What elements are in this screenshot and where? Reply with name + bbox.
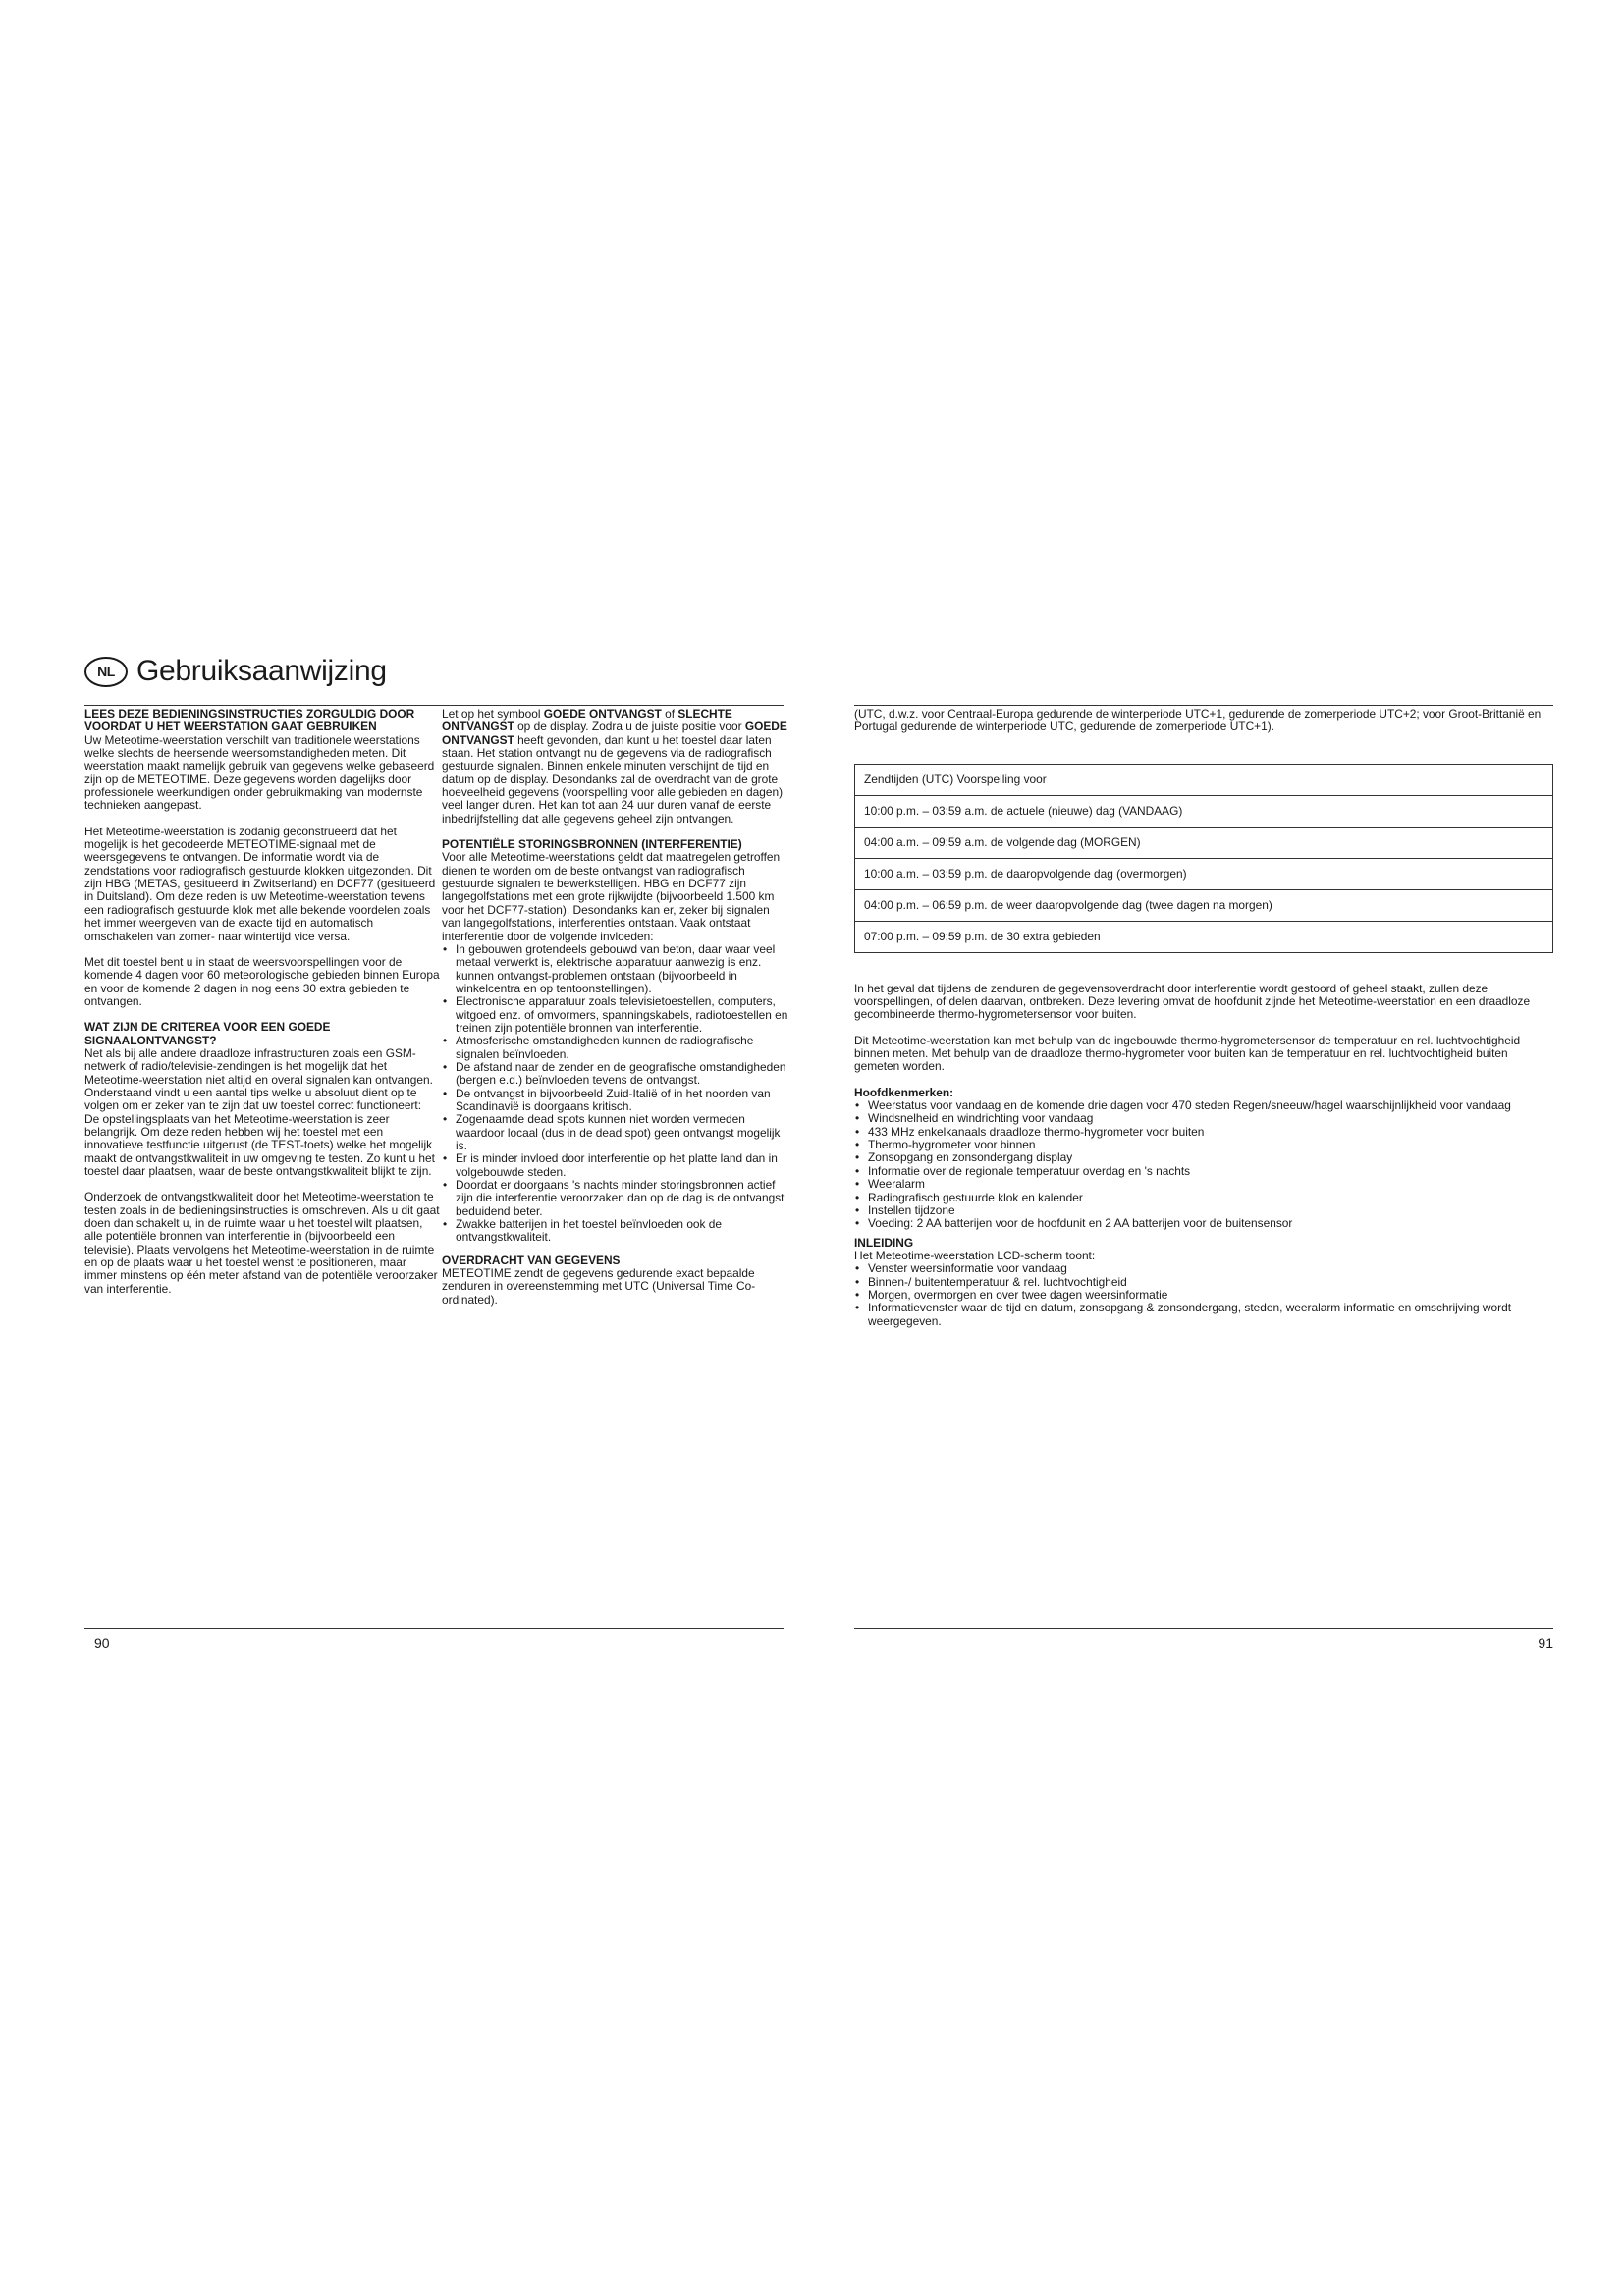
- section-heading: Hoofdkenmerken:: [854, 1085, 954, 1099]
- paragraph: Met dit toestel bent u in staat de weersvoorspellingen voor de komende 4 dagen voor 60 meteorologische gebieden binnen Europa en voor de komende 2 dagen in nog eens 30 extra gebieden te ontvangen.: [84, 954, 440, 1008]
- section-heading: LEES DEZE BEDIENINGSINSTRUCTIES ZORGULDIG DOOR VOORDAT U HET WEERSTATION GAAT GEBRUIKEN: [84, 707, 415, 734]
- paragraph: METEOTIME zendt de gegevens gedurende exact bepaalde zenduren in overeenstemming met UTC (Universal Time Co-ordinated).: [442, 1266, 756, 1307]
- bold-term: GOEDE ONTVANGST: [442, 720, 787, 747]
- list-item: • Atmosferische omstandigheden kunnen de radiografische signalen beïnvloeden.: [442, 1035, 789, 1061]
- text-run: heeft gevonden, dan kunt u het toestel daar laten staan. Het station ontvangt nu de gegevens via de radiografisch gestuurde signalen. Binnen enkele minuten verschijnt de tijd en datum op de display. Desondanks zal de overdracht van de grote hoeveelheid gegevens (voorspelling voor alle gebieden en dagen) veel langer duren. Het kan tot aan 24 uur duren vanaf de eerste inbedrijfstelling dat alle gegevens geheel zijn ontvangen.: [442, 732, 784, 826]
- list-item: • De afstand naar de zender en de geografische omstandigheden (bergen e.d.) beïnvloeden tevens de ontvangst.: [442, 1061, 789, 1088]
- intro-list: [854, 1262, 1553, 1328]
- table-cell: 10:00 p.m. – 03:59 a.m. de actuele (nieuwe) dag (VANDAAG): [855, 795, 1553, 827]
- list-item: • Doordat er doorgaans 's nachts minder storingsbronnen actief zijn die interferentie veroorzaken dan op de dag is de ontvangst beduidend beter.: [442, 1179, 789, 1218]
- list-item: • Zwakke batterijen in het toestel beïnvloeden ook de ontvangstkwaliteit.: [442, 1218, 789, 1245]
- table-row: [855, 889, 1553, 921]
- features-list: [854, 1099, 1553, 1230]
- list-item: • 433 MHz enkelkanaals draadloze thermo-hygrometer voor buiten: [854, 1126, 1553, 1139]
- table-cell: 07:00 p.m. – 09:59 p.m. de 30 extra gebieden: [855, 921, 1553, 952]
- bottom-rule: [854, 1628, 1553, 1629]
- section-heading: INLEIDING: [854, 1235, 914, 1250]
- list-item: • Zogenaamde dead spots kunnen niet worden vermeden waardoor locaal (dus in de dead spot) geen ontvangst mogelijk is.: [442, 1113, 789, 1152]
- paragraph: [442, 708, 789, 826]
- table-row: [855, 921, 1553, 952]
- paragraph: Voor alle Meteotime-weerstations geldt dat maatregelen getroffen dienen te worden om de beste ontvangst van radiografisch gestuurde signalen te bewerkstelligen. HBG en DCF77 zijn langegolfstations met een grote rijkwijdte (bijvoorbeeld 1.500 km voor het DCF77-station). Desondanks kan er, zeker bij signalen van langegolfstations, interferenties ontstaan. Vaak ontstaat interferentie door de volgende invloeden:: [442, 850, 781, 943]
- list-item: • Er is minder invloed door interferentie op het platte land dan in volgebouwde steden.: [442, 1152, 789, 1179]
- table-cell: 04:00 p.m. – 06:59 p.m. de weer daaropvolgende dag (twee dagen na morgen): [855, 889, 1553, 921]
- list-item: • Binnen-/ buitentemperatuur & rel. luchtvochtigheid: [854, 1276, 1553, 1289]
- page-number: 90: [94, 1635, 110, 1651]
- text-run: of: [661, 707, 678, 721]
- interference-list: [442, 943, 789, 1245]
- top-rule: [84, 705, 784, 706]
- list-item: • Radiografisch gestuurde klok en kalender: [854, 1192, 1553, 1204]
- table-row: [855, 858, 1553, 889]
- paragraph: Dit Meteotime-weerstation kan met behulp van de ingebouwde thermo-hygrometersensor de temperatuur en rel. luchtvochtigheid binnen meten. Met behulp van de draadloze thermo-hygrometer voor buiten kan de temperatuur en rel. luchtvochtigheid buiten gemeten worden.: [854, 1033, 1521, 1074]
- table-row: [855, 827, 1553, 858]
- text-run: op de display. Zodra u de juiste positie voor: [514, 720, 745, 734]
- paragraph: (UTC, d.w.z. voor Centraal-Europa gedurende de winterperiode UTC+1, gedurende de zomerperiode UTC+2; voor Groot-Brittanië en Portugal gedurende de winterperiode UTC, gedurende de zomerperiode UTC+1).: [854, 707, 1542, 734]
- table-row: [855, 795, 1553, 827]
- list-item: • Instellen tijdzone: [854, 1204, 1553, 1217]
- paragraph: In het geval dat tijdens de zenduren de gegevensoverdracht door interferentie wordt gestoord of geheel staakt, zullen deze voorspellingen, of delen daarvan, ontbreken. Deze levering omvat de hoofdunit zijnde het Meteotime-weerstation en een draadloze gecombineerde thermo-hygrometersensor voor buiten.: [854, 981, 1531, 1022]
- list-item: • Morgen, overmorgen en over twee dagen weersinformatie: [854, 1289, 1553, 1302]
- list-item: • Informatievenster waar de tijd en datum, zonsopgang & zonsondergang, steden, weeralarm informatie en omschrijving wordt weergegeven.: [854, 1302, 1553, 1328]
- list-item: • De ontvangst in bijvoorbeeld Zuid-Italië of in het noorden van Scandinavië is doorgaans kritisch.: [442, 1088, 789, 1114]
- right-column: [854, 708, 1553, 1334]
- paragraph: Net als bij alle andere draadloze infrastructuren zoals een GSM-netwerk of radio/televisie-zendingen is het mogelijk dat het Meteotime-weerstation niet altijd en overal signalen kan ontvangen. Onderstaand vindt u een aantal tips welke u absoluut dient op te volgen om er zeker van te zijn dat uw toestel correct functioneert:: [84, 1045, 433, 1113]
- paragraph: Het Meteotime-weerstation LCD-scherm toont:: [854, 1248, 1096, 1262]
- left-column-b: [442, 708, 789, 1319]
- list-item: • Informatie over de regionale temperatuur overdag en 's nachts: [854, 1165, 1553, 1178]
- text-run: Let op het symbool: [442, 707, 544, 721]
- right-page: [854, 628, 1553, 1669]
- bold-term: GOEDE ONTVANGST: [543, 707, 662, 721]
- bold-term: SLECHTE ONTVANGST: [442, 707, 732, 734]
- list-item: • Weeralarm: [854, 1178, 1553, 1191]
- list-item: • Thermo-hygrometer voor binnen: [854, 1139, 1553, 1151]
- list-item: • Electronische apparatuur zoals televisietoestellen, computers, witgoed enz. of omvormers, spanningskabels, radiotoestellen en treinen zijn potentiële bronnen van interferentie.: [442, 995, 789, 1035]
- left-column-a: [84, 708, 442, 1308]
- page-number: 91: [1538, 1635, 1553, 1651]
- paragraph: De opstellingsplaats van het Meteotime-weerstation is zeer belangrijk. Om deze reden hebben wij het toestel met een innovatieve testfunctie uitgerust (de TEST-toets) welke het mogelijk maakt de ontvangstkwaliteit in uw omgeving te testen. Zo kunt u het toestel daar plaatsen, waar de beste ontvangstkwaliteit blijkt te zijn.: [84, 1111, 435, 1178]
- paragraph: Onderzoek de ontvangstkwaliteit door het Meteotime-weerstation te testen zoals in de bedieningsinstructies is omschreven. Als u dit gaat doen dan schakelt u, in de ruimte waar u het toestel wilt plaatsen, alle potentiële bronnen van interferentie in (bijvoorbeeld een televisie). Plaats vervolgens het Meteotime-weerstation in de ruimte en op de plaats waar u het toestel wenst te positioneren, maar immer minstens op één meter afstand van de potentiële veroorzaker van interferentie.: [84, 1190, 440, 1296]
- paragraph: Uw Meteotime-weerstation verschilt van traditionele weerstations welke slechts de heersende weersomstandigheden meten. Dit weerstation maakt namelijk gebruik van gegevens welke gebaseerd zijn op de METEOTIME. Deze gegevens worden dagelijks door professionele weerkundigen onder gebruikmaking van modernste technieken aangepast.: [84, 732, 435, 813]
- table-cell: Zendtijden (UTC) Voorspelling voor: [855, 764, 1553, 795]
- list-item: • Venster weersinformatie voor vandaag: [854, 1262, 1553, 1275]
- section-heading: POTENTIËLE STORINGSBRONNEN (INTERFERENTIE): [442, 837, 742, 852]
- bottom-rule: [84, 1628, 784, 1629]
- broadcast-times-table: [854, 764, 1553, 953]
- list-item: • Zonsopgang en zonsondergang display: [854, 1151, 1553, 1164]
- section-heading: WAT ZIJN DE CRITEREA VOOR EEN GOEDE SIGNAALONTVANGST?: [84, 1020, 331, 1047]
- table-cell: 10:00 a.m. – 03:59 p.m. de daaropvolgende dag (overmorgen): [855, 858, 1553, 889]
- language-badge: NL: [84, 657, 128, 687]
- section-heading: OVERDRACHT VAN GEGEVENS: [442, 1253, 621, 1267]
- list-item: • Windsnelheid en windrichting voor vandaag: [854, 1112, 1553, 1125]
- document-title: Gebruiksaanwijzing: [136, 655, 387, 687]
- top-rule: [854, 705, 1553, 706]
- table-cell: 04:00 a.m. – 09:59 a.m. de volgende dag (MORGEN): [855, 827, 1553, 858]
- list-item: • In gebouwen grotendeels gebouwd van beton, daar waar veel metaal verwerkt is, elektrische apparatuur aanwezig is enz. kunnen ontvangst-problemen ontstaan (bijvoorbeeld in winkelcentra en op tentoonstellingen).: [442, 943, 789, 995]
- left-page: [84, 628, 788, 1669]
- page-header: [84, 646, 387, 697]
- list-item: • Voeding: 2 AA batterijen voor de hoofdunit en 2 AA batterijen voor de buitensensor: [854, 1217, 1553, 1230]
- paragraph: Het Meteotime-weerstation is zodanig geconstrueerd dat het mogelijk is het gecodeerde METEOTIME-signaal met de weersgegevens te ontvangen. De informatie wordt via de zendstations voor radiografisch gestuurde klokken uitgezonden. Dit zijn HBG (METAS, gesitueerd in Zwitserland) en DCF77 (gesitueerd in Duitsland). Om deze reden is uw Meteotime-weerstation tevens een radiografisch gestuurde klok met alle bekende voordelen zoals het immer weergeven van de exacte tijd en automatisch omschakelen van zomer- naar wintertijd vice versa.: [84, 824, 436, 943]
- table-row: [855, 764, 1553, 795]
- list-item: • Weerstatus voor vandaag en de komende drie dagen voor 470 steden Regen/sneeuw/hagel waarschijnlijkheid voor vandaag: [854, 1099, 1553, 1112]
